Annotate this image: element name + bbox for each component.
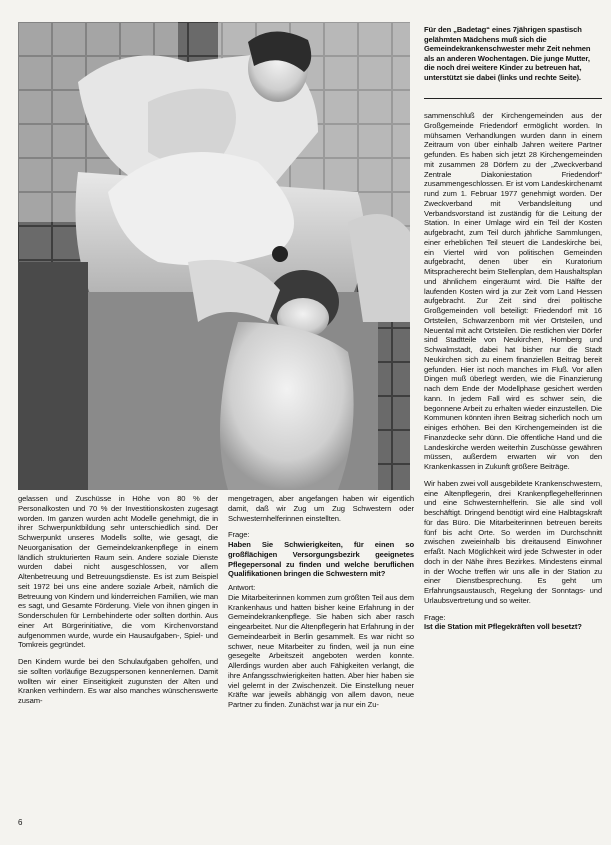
- question-label: Frage:: [424, 612, 446, 622]
- paragraph: sammenschluß der Kirchengemeinden aus der Großgemeinde Friedendorf ermöglicht worden. In mühsamen Verhandlungen wurden dann in einem Zeitraum von über einhalb Jahren weitere Partner gefunden. Es haben sich jetzt 28 Kirchengemeinden mit zusammen 28 Dörfern zu der „Zweckverband Zentrale Diakoniestation Friedendorf“ zusammengeschlossen. Er ist vom Landeskirchenamt rund zum 1. Februar 1977 genehmigt worden. Der Zweckverband mit Verbandsleitung und Verbandsvorstand ist zuständig für die Leitung der Station. In einer Umlage wird ein Teil der Kosten aufgebracht, zum Teil durch jährliche Sammlungen, einer erheblichen Teil steuert die Landeskirche bei, ein Viertel wird von politischen Gemeinden aufgebracht, denen über ein Kuratorium Mitspracherecht beim Stellenplan, dem Haushaltsplan und ähnlichem eingeräumt wird. Die Hälfte der laufenden Kosten wird ja zur Zeit vom Land Hessen aufgebracht. Zur Zeit sind drei politische Großgemeinden voll beteiligt: Friedendorf mit 16 Ortsteilen, Schwarzenborn mit vier Ortsteilen, und Neuental mit acht Ortsteilen. Die restlichen vier Dörfer sind Stadtteile von Neukirchen, Homberg und Schwalmstadt, dabei hat bisher nur die Stadt Neukirchen sich zu einem finanziellen Beitrag bereit gefunden. Hier ist noch manches im Fluß. Vor allen Dingen muß überlegt werden, wie die Finanzierung nach dem Ende der Modellphase gesichert werden kann. In jedem Fall wird es schwer sein, die begonnene Arbeit zu erhalten wieder einzustellen. Die Kommunen könnten ihren Beitrag sicherlich noch um einiges erhöhen. Bei den Kirchengemeinden ist die Finanzdecke sehr dünn. Die öffentliche Hand und die Landeskirche werden weiterhin Zuschüsse gewähren müssen, außerdem erwarten wir von den Krankenkassen in Zukunft größere Beiträge.: [424, 111, 602, 471]
- interview-question: Haben Sie Schwierigkeiten, für einen so großflächigen Versorgungsbezirk geeignetes Pflegepersonal zu finden und welche beruflichen Qualifikationen bringen die Schwestern mit?: [228, 540, 414, 579]
- text-column-left: [18, 494, 218, 706]
- question-label: Frage:: [228, 530, 250, 540]
- interview-question: Ist die Station mit Pflegekräften voll besetzt?: [424, 622, 582, 632]
- interview-answer: Die Mitarbeiterinnen kommen zum größten Teil aus dem Krankenhaus und hatten bisher keine Erfahrung in der Gemeindekrankenpflege. Sie haben sich aber rasch eingearbeitet. Nur die Altenpflegerin hat Erfahrung in der Gemeindearbeit in Berlin gesammelt. Es war nicht so schwer, neue Mitarbeiter zu finden, weil ja nun eine gesegelte Arbeitszeit angeboten werden konnte. Allerdings wurden aber auch Fähigkeiten verlangt, die ihre Anfangsschwierigkeiten hatten. Aber hier haben sie viel gelernt in der Zwischenzeit. Die Einstellung neuer Kräfte war jeweils abhängig von allem davon, neue Partner zu finden. Zunächst war ja nur ein Zu-: [228, 592, 414, 709]
- paragraph: Den Kindern wurde bei den Schulaufgaben geholfen, und sie sollten vorläufige Bezugspersonen kennenlernen. Damit wollten wir einer Einseitigkeit zugunsten der Alten und Kranken verhindern. Es war also manches wünschenswerte zusam-: [18, 657, 218, 705]
- photo-caption: Für den „Badetag“ eines 7jährigen spastisch gelähmten Mädchens muß sich die Gemeindekrankenschwester mehr Zeit nehmen als an anderen Wochentagen. Die junge Mutter, die noch drei weitere Kinder zu betreuen hat, unterstützt sie dabei (links und rechte Seite).: [424, 25, 591, 82]
- paragraph: Wir haben zwei voll ausgebildete Krankenschwestern, eine Altenpflegerin, drei Krankenpflegehelferinnen und eine Schwesternhelferin. Sie alle sind voll beschäftigt. Dringend benötigt wird eine Halbtagskraft für das Büro. Die Mitarbeiterinnen betreuen bereits fünf bis acht Orte. So werden im Durchschnitt zwischen zweieinhalb bis dreitausend Einwohner erfaßt. Nach Möglichkeit wird jede Schwester in oder doch in der Nähe ihres Bezirkes. Mindestens einmal in der Woche treffen wir uns alle in der Station zu einer Dienstbesprechung. Es geht um Erfahrungsaustausch, Regelung der Sonntags- und Urlaubsvertretung und so weiter.: [424, 478, 602, 605]
- photograph-bathing-child: [18, 22, 410, 490]
- page-number: 6: [18, 818, 23, 827]
- caption-divider: [424, 98, 602, 99]
- text-column-right: [424, 111, 602, 632]
- paragraph: gelassen und Zuschüsse in Höhe von 80 % der Personalkosten und 70 % der Investitionskosten zugesagt worden. Im ganzen wurden acht Modelle genehmigt, die in ihrer Schwerpunktbildung sehr unterschiedlich sind. Der Schwerpunkt unseres Modells sollte, wie gesagt, die Neuorganisation der Gemeindekrankenpflege in einem ländlich strukturierten Raum sein. Andere soziale Dienste wurden dabei nicht ausgeschlossen, vor allem Altenbetreuung und Betreuungsdienste. Es ist zum Beispiel seit 1972 bei uns eine andere soziale Arbeit, nämlich die Betreuung von Kindern und kinderreichen Familien, wie man es sagt, und Gesamte Förderung. Viele von ihnen gingen in Sonderschulen für Lernbehinderte oder sollten dorthin. Aus einer Art Bürgerinitiative, die vom Kirchenvorstand aufgenommen wurde, wurde ein Hausaufgaben-, Spiel- und Tomkreis gegründet.: [18, 494, 218, 650]
- photo-illustration: [18, 22, 410, 490]
- paragraph: mengetragen, aber angefangen haben wir eigentlich damit, daß wir Zug um Zug Schwestern oder Schwesternhelferinnen einstellten.: [228, 494, 414, 523]
- text-column-middle: [228, 494, 414, 710]
- answer-label: Antwort:: [228, 583, 256, 592]
